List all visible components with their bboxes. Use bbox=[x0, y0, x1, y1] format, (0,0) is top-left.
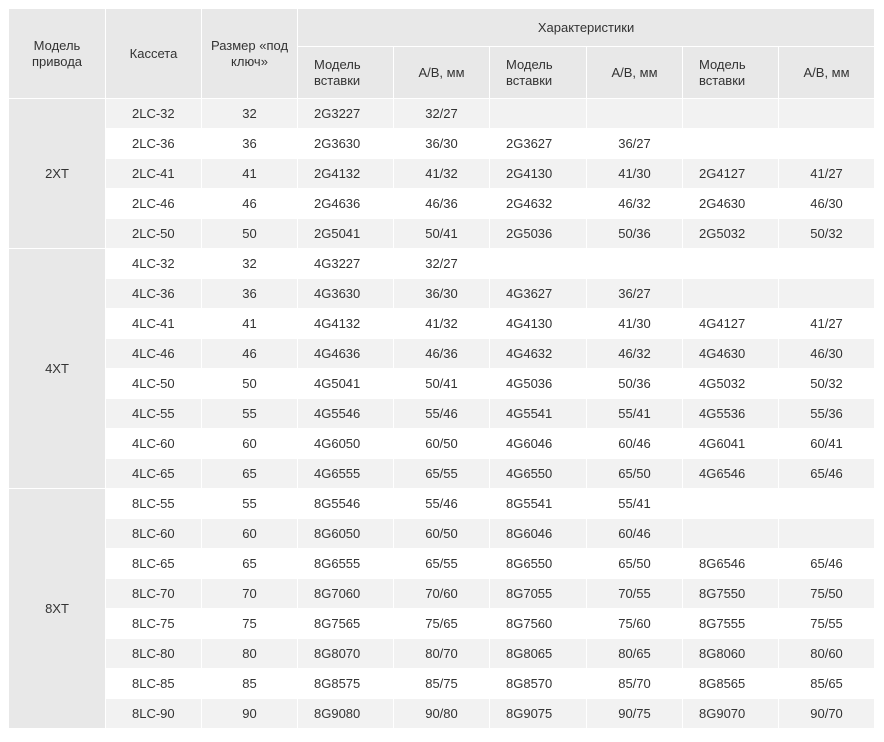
insert-model-cell: 4G5536 bbox=[683, 399, 779, 429]
insert-model-cell: 8G8570 bbox=[490, 669, 587, 699]
table-row bbox=[9, 159, 875, 189]
insert-model-cell: 8G9075 bbox=[490, 699, 587, 729]
cassette-cell: 8LC-85 bbox=[106, 669, 202, 699]
ab-cell: 41/27 bbox=[779, 159, 875, 189]
insert-model-cell: 4G3627 bbox=[490, 279, 587, 309]
ab-cell: 85/70 bbox=[587, 669, 683, 699]
size-cell: 90 bbox=[202, 699, 298, 729]
table-row bbox=[9, 129, 875, 159]
cassette-cell: 8LC-70 bbox=[106, 579, 202, 609]
header-cassette: Кассета bbox=[106, 9, 202, 99]
ab-cell: 60/50 bbox=[394, 519, 490, 549]
ab-cell: 41/30 bbox=[587, 309, 683, 339]
table-row bbox=[9, 549, 875, 579]
insert-model-cell bbox=[683, 519, 779, 549]
insert-model-cell: 8G7055 bbox=[490, 579, 587, 609]
size-cell: 46 bbox=[202, 339, 298, 369]
ab-cell: 80/70 bbox=[394, 639, 490, 669]
insert-model-cell: 8G9070 bbox=[683, 699, 779, 729]
ab-cell: 60/50 bbox=[394, 429, 490, 459]
ab-cell: 60/46 bbox=[587, 429, 683, 459]
table-row bbox=[9, 339, 875, 369]
ab-cell: 70/55 bbox=[587, 579, 683, 609]
ab-cell bbox=[779, 519, 875, 549]
size-cell: 60 bbox=[202, 429, 298, 459]
cassette-cell: 2LC-41 bbox=[106, 159, 202, 189]
table-row bbox=[9, 639, 875, 669]
ab-cell: 75/60 bbox=[587, 609, 683, 639]
ab-cell: 70/60 bbox=[394, 579, 490, 609]
table-row bbox=[9, 309, 875, 339]
ab-cell: 50/36 bbox=[587, 369, 683, 399]
insert-model-cell: 4G4132 bbox=[298, 309, 394, 339]
insert-model-cell: 8G6046 bbox=[490, 519, 587, 549]
ab-cell: 75/65 bbox=[394, 609, 490, 639]
ab-cell: 55/41 bbox=[587, 489, 683, 519]
table-row bbox=[9, 189, 875, 219]
insert-model-cell: 4G6546 bbox=[683, 459, 779, 489]
ab-cell: 50/32 bbox=[779, 219, 875, 249]
ab-cell bbox=[587, 249, 683, 279]
table-row bbox=[9, 459, 875, 489]
size-cell: 41 bbox=[202, 309, 298, 339]
cassette-cell: 8LC-80 bbox=[106, 639, 202, 669]
size-cell: 50 bbox=[202, 219, 298, 249]
insert-model-cell bbox=[683, 279, 779, 309]
size-cell: 32 bbox=[202, 249, 298, 279]
size-cell: 55 bbox=[202, 399, 298, 429]
specs-table bbox=[8, 8, 875, 729]
ab-cell: 41/27 bbox=[779, 309, 875, 339]
size-cell: 85 bbox=[202, 669, 298, 699]
insert-model-cell: 2G3227 bbox=[298, 99, 394, 129]
cassette-cell: 2LC-50 bbox=[106, 219, 202, 249]
size-cell: 65 bbox=[202, 459, 298, 489]
table-row bbox=[9, 489, 875, 519]
insert-model-cell: 8G6550 bbox=[490, 549, 587, 579]
insert-model-cell: 4G6041 bbox=[683, 429, 779, 459]
ab-cell: 50/32 bbox=[779, 369, 875, 399]
ab-cell: 80/65 bbox=[587, 639, 683, 669]
ab-cell bbox=[779, 279, 875, 309]
cassette-cell: 4LC-32 bbox=[106, 249, 202, 279]
insert-model-cell: 2G5036 bbox=[490, 219, 587, 249]
ab-cell bbox=[779, 249, 875, 279]
size-cell: 70 bbox=[202, 579, 298, 609]
table-row bbox=[9, 399, 875, 429]
size-cell: 32 bbox=[202, 99, 298, 129]
ab-cell: 46/32 bbox=[587, 189, 683, 219]
ab-cell: 55/41 bbox=[587, 399, 683, 429]
ab-cell: 32/27 bbox=[394, 249, 490, 279]
cassette-cell: 4LC-65 bbox=[106, 459, 202, 489]
insert-model-cell: 4G5032 bbox=[683, 369, 779, 399]
header-ab-2: A/B, мм bbox=[587, 47, 683, 99]
table-row bbox=[9, 249, 875, 279]
insert-model-cell: 4G4130 bbox=[490, 309, 587, 339]
insert-model-cell: 8G8065 bbox=[490, 639, 587, 669]
header-ab-3: A/B, мм bbox=[779, 47, 875, 99]
size-cell: 50 bbox=[202, 369, 298, 399]
header-size: Размер «под ключ» bbox=[202, 9, 298, 99]
header-insert-model-2: Модель вставки bbox=[490, 47, 587, 99]
table-row bbox=[9, 429, 875, 459]
ab-cell: 60/46 bbox=[587, 519, 683, 549]
insert-model-cell: 8G7550 bbox=[683, 579, 779, 609]
insert-model-cell: 2G4630 bbox=[683, 189, 779, 219]
drive-model-cell: 2XT bbox=[9, 99, 106, 249]
insert-model-cell: 8G7565 bbox=[298, 609, 394, 639]
header-insert-model-1: Модель вставки bbox=[298, 47, 394, 99]
insert-model-cell: 8G5546 bbox=[298, 489, 394, 519]
insert-model-cell bbox=[490, 99, 587, 129]
cassette-cell: 8LC-75 bbox=[106, 609, 202, 639]
insert-model-cell: 8G8060 bbox=[683, 639, 779, 669]
size-cell: 75 bbox=[202, 609, 298, 639]
insert-model-cell: 2G3627 bbox=[490, 129, 587, 159]
ab-cell: 36/30 bbox=[394, 279, 490, 309]
table-row bbox=[9, 609, 875, 639]
cassette-cell: 4LC-60 bbox=[106, 429, 202, 459]
header-insert-model-3: Модель вставки bbox=[683, 47, 779, 99]
insert-model-cell: 4G3227 bbox=[298, 249, 394, 279]
cassette-cell: 4LC-36 bbox=[106, 279, 202, 309]
ab-cell: 65/46 bbox=[779, 549, 875, 579]
cassette-cell: 4LC-55 bbox=[106, 399, 202, 429]
table-row bbox=[9, 699, 875, 729]
ab-cell: 46/30 bbox=[779, 339, 875, 369]
header-ab-1: A/B, мм bbox=[394, 47, 490, 99]
ab-cell: 65/55 bbox=[394, 549, 490, 579]
table-row bbox=[9, 579, 875, 609]
drive-model-cell: 4XT bbox=[9, 249, 106, 489]
ab-cell: 46/30 bbox=[779, 189, 875, 219]
insert-model-cell: 4G3630 bbox=[298, 279, 394, 309]
ab-cell: 65/46 bbox=[779, 459, 875, 489]
ab-cell: 85/65 bbox=[779, 669, 875, 699]
insert-model-cell: 2G3630 bbox=[298, 129, 394, 159]
cassette-cell: 2LC-46 bbox=[106, 189, 202, 219]
insert-model-cell: 8G7560 bbox=[490, 609, 587, 639]
insert-model-cell: 8G5541 bbox=[490, 489, 587, 519]
insert-model-cell: 4G4632 bbox=[490, 339, 587, 369]
size-cell: 41 bbox=[202, 159, 298, 189]
insert-model-cell: 4G5546 bbox=[298, 399, 394, 429]
ab-cell: 36/30 bbox=[394, 129, 490, 159]
insert-model-cell: 4G6555 bbox=[298, 459, 394, 489]
insert-model-cell: 8G8565 bbox=[683, 669, 779, 699]
table-row bbox=[9, 99, 875, 129]
insert-model-cell: 8G6050 bbox=[298, 519, 394, 549]
ab-cell: 65/50 bbox=[587, 459, 683, 489]
cassette-cell: 2LC-36 bbox=[106, 129, 202, 159]
size-cell: 46 bbox=[202, 189, 298, 219]
insert-model-cell: 4G6046 bbox=[490, 429, 587, 459]
ab-cell: 55/46 bbox=[394, 399, 490, 429]
insert-model-cell: 2G4636 bbox=[298, 189, 394, 219]
insert-model-cell: 4G4127 bbox=[683, 309, 779, 339]
insert-model-cell: 8G6546 bbox=[683, 549, 779, 579]
insert-model-cell: 8G8070 bbox=[298, 639, 394, 669]
ab-cell: 85/75 bbox=[394, 669, 490, 699]
insert-model-cell: 4G5036 bbox=[490, 369, 587, 399]
cassette-cell: 2LC-32 bbox=[106, 99, 202, 129]
insert-model-cell: 2G5032 bbox=[683, 219, 779, 249]
size-cell: 65 bbox=[202, 549, 298, 579]
insert-model-cell: 8G7060 bbox=[298, 579, 394, 609]
ab-cell: 41/32 bbox=[394, 309, 490, 339]
cassette-cell: 8LC-90 bbox=[106, 699, 202, 729]
insert-model-cell: 2G4132 bbox=[298, 159, 394, 189]
ab-cell bbox=[587, 99, 683, 129]
ab-cell: 90/80 bbox=[394, 699, 490, 729]
ab-cell: 90/75 bbox=[587, 699, 683, 729]
ab-cell: 41/30 bbox=[587, 159, 683, 189]
cassette-cell: 8LC-55 bbox=[106, 489, 202, 519]
insert-model-cell: 2G4130 bbox=[490, 159, 587, 189]
insert-model-cell: 2G4632 bbox=[490, 189, 587, 219]
header-characteristics: Характеристики bbox=[298, 9, 875, 47]
header-drive-model: Модель привода bbox=[9, 9, 106, 99]
size-cell: 36 bbox=[202, 279, 298, 309]
insert-model-cell: 4G6050 bbox=[298, 429, 394, 459]
insert-model-cell bbox=[490, 249, 587, 279]
ab-cell: 50/41 bbox=[394, 219, 490, 249]
ab-cell bbox=[779, 489, 875, 519]
table-body bbox=[9, 99, 875, 729]
ab-cell: 50/36 bbox=[587, 219, 683, 249]
insert-model-cell bbox=[683, 99, 779, 129]
size-cell: 55 bbox=[202, 489, 298, 519]
ab-cell: 80/60 bbox=[779, 639, 875, 669]
ab-cell: 32/27 bbox=[394, 99, 490, 129]
ab-cell: 75/50 bbox=[779, 579, 875, 609]
cassette-cell: 8LC-65 bbox=[106, 549, 202, 579]
insert-model-cell: 4G5541 bbox=[490, 399, 587, 429]
drive-model-cell: 8XT bbox=[9, 489, 106, 729]
ab-cell: 36/27 bbox=[587, 129, 683, 159]
cassette-cell: 4LC-41 bbox=[106, 309, 202, 339]
ab-cell bbox=[779, 99, 875, 129]
ab-cell: 65/55 bbox=[394, 459, 490, 489]
insert-model-cell bbox=[683, 489, 779, 519]
ab-cell: 41/32 bbox=[394, 159, 490, 189]
table-row bbox=[9, 369, 875, 399]
ab-cell: 46/36 bbox=[394, 189, 490, 219]
ab-cell: 75/55 bbox=[779, 609, 875, 639]
ab-cell: 46/32 bbox=[587, 339, 683, 369]
size-cell: 80 bbox=[202, 639, 298, 669]
cassette-cell: 8LC-60 bbox=[106, 519, 202, 549]
insert-model-cell: 4G4630 bbox=[683, 339, 779, 369]
ab-cell: 55/46 bbox=[394, 489, 490, 519]
insert-model-cell: 4G5041 bbox=[298, 369, 394, 399]
size-cell: 60 bbox=[202, 519, 298, 549]
table-header bbox=[9, 9, 875, 99]
insert-model-cell: 8G8575 bbox=[298, 669, 394, 699]
table-row bbox=[9, 669, 875, 699]
insert-model-cell: 2G5041 bbox=[298, 219, 394, 249]
cassette-cell: 4LC-46 bbox=[106, 339, 202, 369]
ab-cell: 55/36 bbox=[779, 399, 875, 429]
insert-model-cell: 8G9080 bbox=[298, 699, 394, 729]
ab-cell: 50/41 bbox=[394, 369, 490, 399]
insert-model-cell: 2G4127 bbox=[683, 159, 779, 189]
insert-model-cell bbox=[683, 249, 779, 279]
insert-model-cell bbox=[683, 129, 779, 159]
insert-model-cell: 8G7555 bbox=[683, 609, 779, 639]
ab-cell: 36/27 bbox=[587, 279, 683, 309]
ab-cell: 46/36 bbox=[394, 339, 490, 369]
insert-model-cell: 4G6550 bbox=[490, 459, 587, 489]
table-row bbox=[9, 219, 875, 249]
insert-model-cell: 8G6555 bbox=[298, 549, 394, 579]
ab-cell: 90/70 bbox=[779, 699, 875, 729]
ab-cell: 65/50 bbox=[587, 549, 683, 579]
table-row bbox=[9, 519, 875, 549]
cassette-cell: 4LC-50 bbox=[106, 369, 202, 399]
size-cell: 36 bbox=[202, 129, 298, 159]
ab-cell: 60/41 bbox=[779, 429, 875, 459]
insert-model-cell: 4G4636 bbox=[298, 339, 394, 369]
ab-cell bbox=[779, 129, 875, 159]
table-row bbox=[9, 279, 875, 309]
